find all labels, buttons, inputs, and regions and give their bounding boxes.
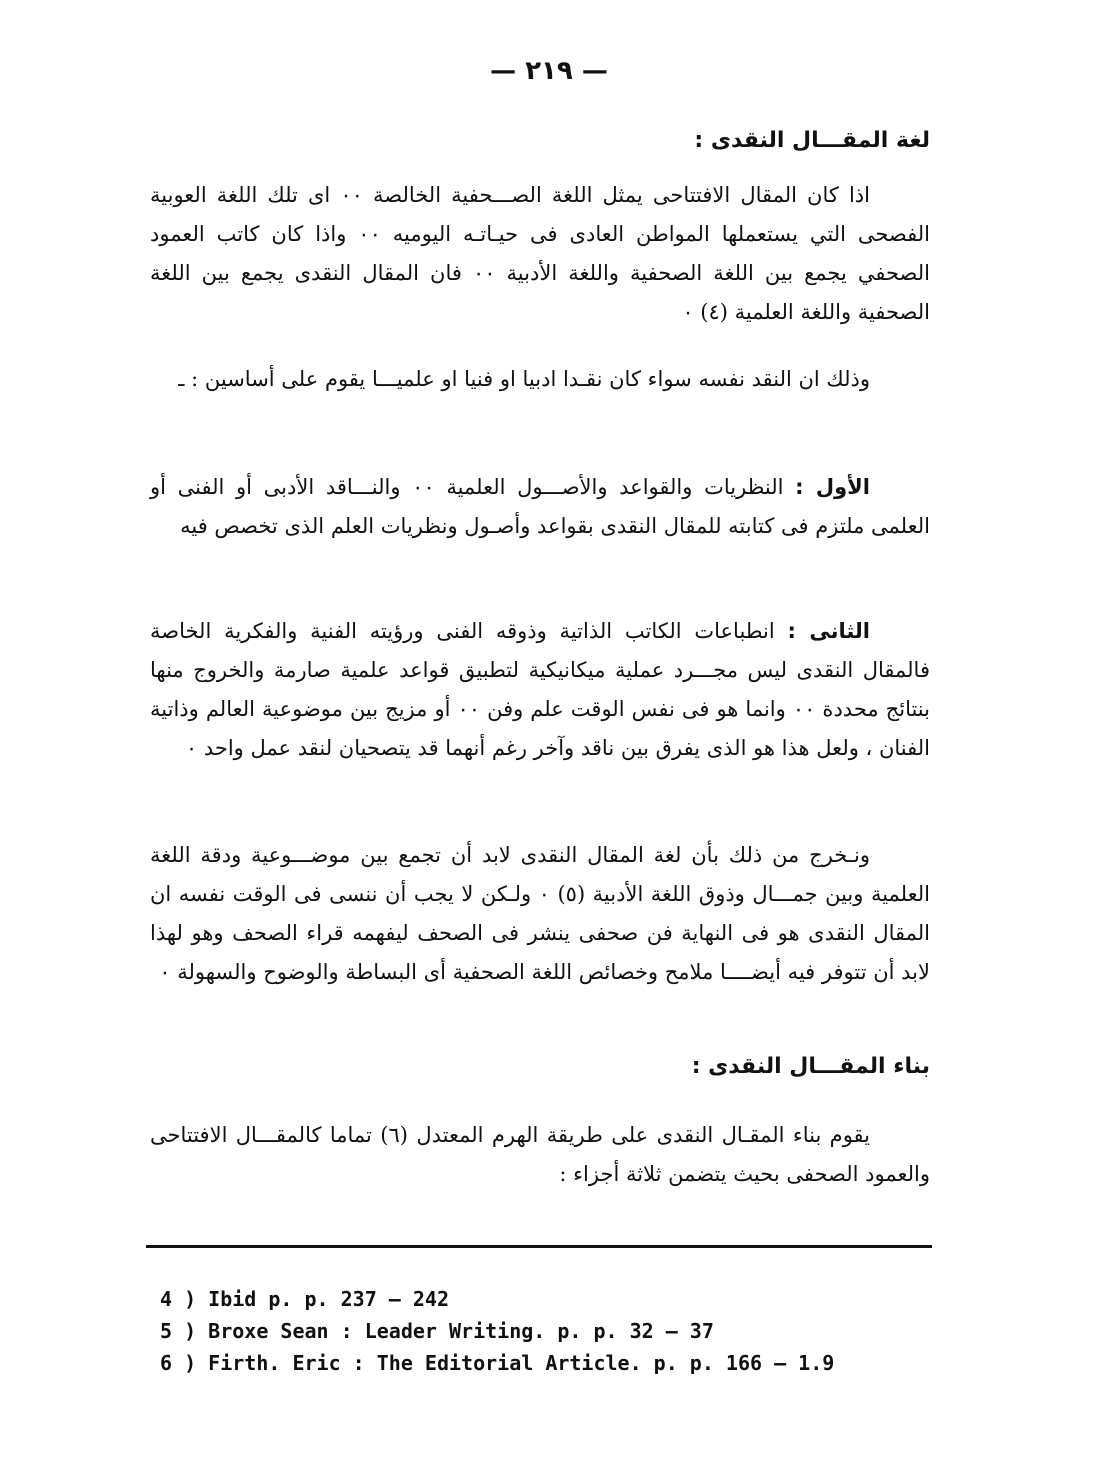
section-heading-language: لغة المقـــال النقدى : [694, 128, 930, 153]
paragraph-structure: يقوم بناء المقـال النقدى على طريقة الهرم المعتدل (٦) تماما كالمقـــال الافتتاحى والعمود الصحفى بحيث يتضمن ثلاثة أجزاء : [150, 1123, 930, 1186]
page-number: — ٢١٩ — [490, 56, 608, 86]
footnote-divider [146, 1245, 932, 1248]
second-basis-text: انطباعات الكاتب الذاتية وذوقه الفنى ورؤيته الفنية والفكرية الخاصة فالمقال النقدى ليس مجـــرد عملية ميكانيكية لتطبيق قواعد علمية صارمة والخروج منها بنتائج محددة ٠٠ وانما هو فى نفس الوقت علم وفن ٠٠ أو مزيج بين موضوعية العالم وذاتية الفنان ، ولعل هذا هو الذى يفرق بين ناقد وآخر رغم أنهما قد يتصحيان لنقد عمل واحد ٠ [150, 619, 930, 760]
footnotes [160, 1283, 920, 1379]
footnote-6: 6 ) Firth. Eric : The Editorial Article. p. p. 166 — 1.9 [160, 1351, 835, 1375]
paragraph-foundations: وذلك ان النقد نفسه سواء كان نقـدا ادبيا او فنيا او علميـــا يقوم على أساسين : ـ [178, 367, 870, 391]
paragraph-intro: اذا كان المقال الافتتاحى يمثل اللغة الصـــحفية الخالصة ٠٠ اى تلك اللغة العوبية الفصحى التي يستعملها المواطن العادى فى حيـاتـه اليوميه ٠٠ واذا كان كاتب العمود الصحفي يجمع بين اللغة الصحفية واللغة الأدبية ٠٠ فان المقال النقدى يجمع بين اللغة الصحفية واللغة العلمية (٤) ٠ [150, 183, 930, 324]
footnote-5: 5 ) Broxe Sean : Leader Writing. p. p. 32 – 37 [160, 1319, 714, 1343]
section-heading-structure: بناء المقـــال النقدى : [691, 1054, 930, 1079]
second-basis-label: الثانى : [787, 619, 870, 643]
paragraph-first-basis [150, 468, 930, 546]
footnote-4: 4 ) Ibid p. p. 237 — 242 [160, 1287, 449, 1311]
first-basis-text: النظريات والقواعد والأصـــول العلمية ٠٠ والنـــاقد الأدبى أو الفنى أو العلمى ملتزم فى كتابته للمقال النقدى بقواعد وأصـول ونظريات العلم الذى تخصص فيه [150, 475, 930, 538]
paragraph-conclusion: ونـخرج من ذلك بأن لغة المقال النقدى لابد أن تجمع بين موضـــوعية ودقة اللغة العلمية وبين جمـــال وذوق اللغة الأدبية (٥) ٠ ولـكن لا يجب أن ننسى فى الوقت نفسه ان المقال النقدى هو فى النهاية فن صحفى ينشر فى الصحف ليفهمه قراء الصحف وهو لهذا لابد أن تتوفر فيه أيضــــا ملامح وخصائص اللغة الصحفية أى البساطة والوضوح والسهولة ٠ [150, 843, 930, 984]
first-basis-label: الأول : [795, 475, 870, 499]
paragraph-second-basis [150, 612, 930, 768]
